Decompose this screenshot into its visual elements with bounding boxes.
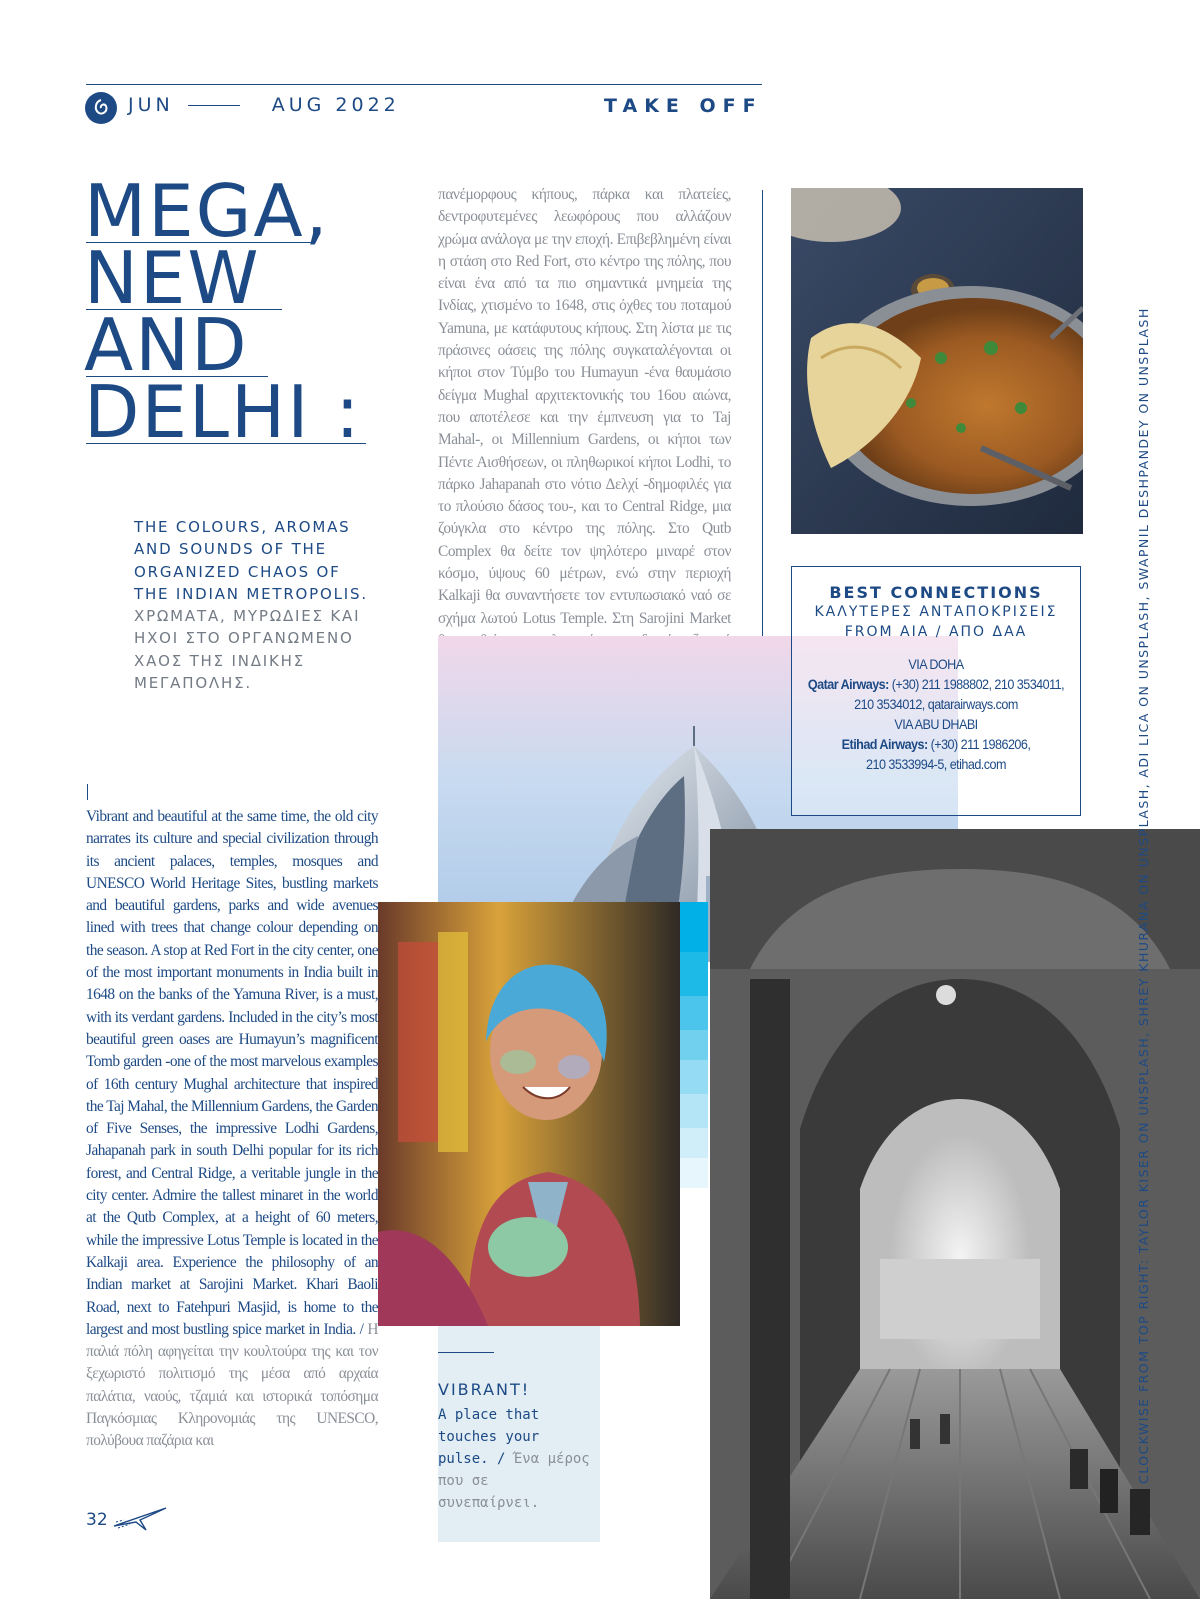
etihad-airline-name: Etihad Airways: — [841, 736, 928, 752]
title-line-4: DELHI : — [84, 370, 362, 454]
body-column-middle: πανέμορφους κήπους, πάρκα και πλατείες, δεντροφυτεμένες λεωφόρους που αλλάζουν χρώμα ανάλογα με την εποχή. Επιβεβλημένη είναι η στάση στο Red Fort, στο κέντρο της πόλης, που είναι ένα από τα πιο σημαντικά μνημεία της Ινδίας, χτισμένο το 1648, στις όχθες του ποταμού Yamuna, με κατάφυτους κήπους. Στη λίστα με τις πράσινες οάσεις της πόλης συγκαταλέγονται οι κήποι στον Τύμβο του Humayun -ένα θαυμάσιο δείγμα Mughal αρχιτεκτονικής του 16ου αιώνα, που αποτέλεσε και την έμπνευση για το Taj Mahal-, οι Millennium Gardens, οι κήποι των Πέντε Αισθήσεων, οι πληθωρικοί κήποι Lodhi, το πάρκο Jahapanah στο νότιο Δελχί -δημοφιλές για το πλούσιο δάσος του-, και το Central Ridge, μια ζούγκλα στο κέντρο της πόλης. Στο Qutb Complex θα δείτε τον ψηλότερο μιναρέ στον κόσμο, ύψους 60 μέτρων, ενώ στην περιοχή Kalkaji θα συναντήσετε τον εντυπωσιακό ναό σε σχήμα λωτού Lotus Temple. Στη Sarojini Market — [438, 186, 731, 627]
subtitle-english: THE COLOURS, AROMAS AND SOUNDS OF THE ORGANIZED CHAOS OF THE INDIAN METROPOLIS. — [134, 518, 368, 603]
issue-dash — [188, 105, 240, 106]
photo-credits-text: CLOCKWISE FROM TOP RIGHT: TAYLOR KISER ON UNSPLASH, SHREY KHURANA ON UNSPLASH, ADI LICA ON UNSPLASH, SWAPNIL DESHPANDEY ON UNSPLASH — [1136, 307, 1151, 1484]
magazine-logo-icon — [85, 92, 117, 124]
body-english: Vibrant and beautiful at the same time, the old city narrates its culture and special civilization through its ancient palaces, temples, mosques and UNESCO World Heritage Sites, bustling markets and beautiful gardens, parks and wide avenues lined with trees that change colour depending on the season. A stop at Red Fort in the city center, one of the most important monuments in India built in 1648 on the banks of the Yamuna River, is a must, with its verdant gardens. Included in the city’s most beautiful green oases are Humayun’s magnificent Tomb garden -one of the most marvelous examples of 16th century Mughal architecture that inspired the Taj Mahal, the Millennium Gardens, the Garden of Five Senses, the impressive Lodhi Gardens, Jahapanah park in south Delhi popular for its rich forest, and Central Ridge, a veritable jungle in the city center. Admire the tallest minaret in the world at the Qutb Complex, at a height of 60 meters, while the impressive Lotus Temple is located in the Kalkaji area. Experience the philosophy of an Indian market at Sarojini Market. Khari Baoli Road, next to Fatehpuri Masjid, is home to the largest and most bustling spice market in India. / — [86, 808, 378, 1338]
qatar-phones: (+30) 211 1988802, 210 3534011, — [891, 676, 1065, 692]
holi-girl-photo — [378, 902, 680, 1326]
vibrant-title: VIBRANT! — [438, 1380, 531, 1399]
qatar-phones-2: 210 3534012, qatarairways.com — [854, 696, 1018, 712]
title-underline-2 — [86, 309, 282, 310]
header-rule — [86, 84, 762, 85]
connection-via-doha: VIA DOHA — [908, 656, 964, 672]
connection-qatar — [806, 674, 1065, 694]
airplane-icon — [110, 1504, 170, 1537]
vibrant-quote-greek: Ένα μέρος που σε συνεπαίρνει. — [438, 1451, 590, 1511]
article-subtitle — [134, 516, 374, 694]
title-line-3: AND — [84, 303, 249, 387]
section-label: TAKE OFF — [604, 95, 763, 117]
issue-start: JUN — [128, 94, 174, 116]
body-column-left — [86, 806, 378, 1453]
title-line-1: MEGA, — [84, 169, 330, 253]
color-strips — [680, 902, 708, 1188]
qatar-airline-name: Qatar Airways: — [807, 676, 889, 692]
vibrant-quote — [438, 1404, 598, 1514]
food-photo — [791, 188, 1083, 534]
etihad-phones: (+30) 211 1986206, — [930, 736, 1031, 752]
subtitle-greek: ΧΡΩΜΑΤΑ, ΜΥΡΩΔΙΕΣ ΚΑΙ ΗΧΟΙ ΣΤΟ ΟΡΓΑΝΩΜΕΝΟ ΧΑΟΣ ΤΗΣ ΙΝΔΙΚΗΣ ΜΕΓΑΠΟΛΗΣ. — [134, 607, 361, 693]
best-connections-box — [791, 566, 1081, 816]
mosque-photo — [710, 829, 1200, 1599]
vibrant-quote-english: A place that touches your pulse. / — [438, 1407, 540, 1467]
title-underline-1 — [86, 242, 312, 243]
text-marker — [87, 784, 88, 800]
issue-end: AUG 2022 — [271, 94, 400, 116]
article-title — [84, 169, 362, 454]
title-line-2: NEW — [84, 236, 261, 320]
etihad-phones-2: 210 3533994-5, etihad.com — [866, 756, 1006, 772]
connection-via-abu-dhabi: VIA ABU DHABI — [894, 716, 978, 732]
body-greek-start: Η παλιά πόλη αφηγείται την κουλτούρα της και τον ξεχωριστό πολιτισμό της μέσα από αρχαία παλάτια, ναούς, τζαμιά και ιστορικά τοπόσημα Παγκόσμιας Κληρονομιάς της UNESCO, πολύβουα παζάρια και — [86, 1320, 378, 1450]
vibrant-rule — [438, 1352, 494, 1353]
title-underline-4 — [86, 443, 366, 444]
connections-from: FROM AIA / ΑΠΟ ΔΑΑ — [844, 624, 1028, 640]
page-number: 32 — [86, 1510, 108, 1530]
title-underline-3 — [86, 376, 268, 377]
connection-etihad — [806, 734, 1065, 754]
issue-date — [128, 94, 400, 116]
connections-subtitle-greek: ΚΑΛΥΤΕΡΕΣ ΑΝΤΑΠΟΚΡΙΣΕΙΣ — [814, 604, 1058, 620]
connections-title: BEST CONNECTIONS — [829, 583, 1043, 602]
